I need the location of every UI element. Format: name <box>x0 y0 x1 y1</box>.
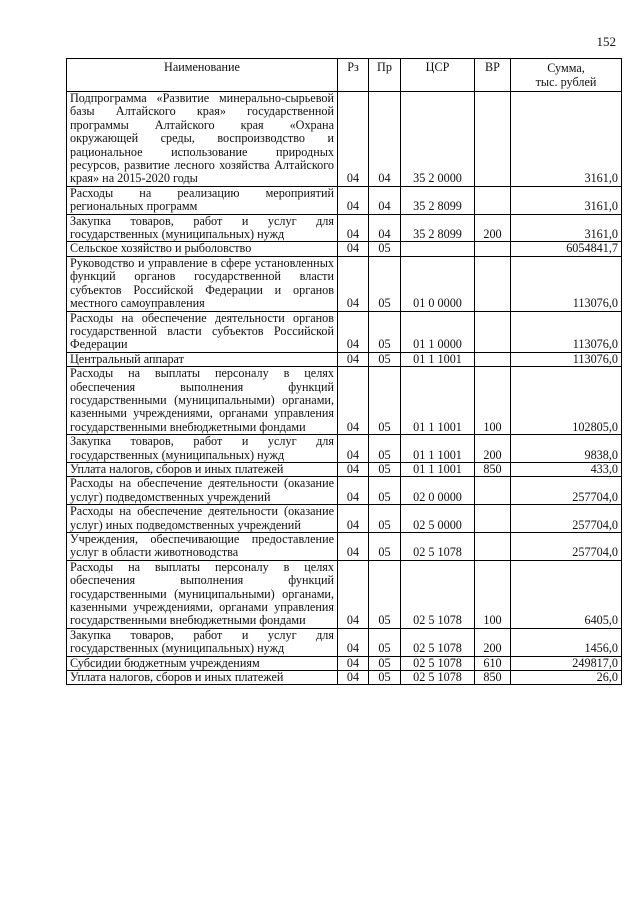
cell-name: Уплата налогов, сборов и иных платежей <box>67 462 338 476</box>
cell-csr: 02 0 0000 <box>401 477 475 505</box>
cell-csr: 35 2 0000 <box>401 92 475 187</box>
cell-vr <box>475 477 511 505</box>
cell-vr: 610 <box>475 656 511 670</box>
cell-rz: 04 <box>338 214 369 242</box>
cell-sum: 9838,0 <box>511 435 622 463</box>
cell-pr: 05 <box>369 256 401 311</box>
cell-vr: 850 <box>475 671 511 685</box>
table-row <box>67 628 622 656</box>
cell-name: Расходы на выплаты персоналу в целях обеспечения выполнения функций государственными (муниципальными) органами, казенными учреждениями, органами управления государственными внебюджетными фондами <box>67 367 338 435</box>
cell-pr: 05 <box>369 656 401 670</box>
cell-rz: 04 <box>338 477 369 505</box>
table-row <box>67 505 622 533</box>
table-row <box>67 435 622 463</box>
cell-sum: 257704,0 <box>511 505 622 533</box>
cell-rz: 04 <box>338 186 369 214</box>
cell-sum: 113076,0 <box>511 352 622 366</box>
cell-name: Расходы на обеспечение деятельности (оказание услуг) иных подведомственных учреждений <box>67 505 338 533</box>
cell-name: Учреждения, обеспечивающие предоставление услуг в области животноводства <box>67 533 338 561</box>
cell-sum: 3161,0 <box>511 92 622 187</box>
cell-rz: 04 <box>338 352 369 366</box>
cell-rz: 04 <box>338 311 369 352</box>
cell-csr: 35 2 8099 <box>401 214 475 242</box>
cell-pr: 05 <box>369 242 401 256</box>
cell-pr: 05 <box>369 311 401 352</box>
table-row <box>67 477 622 505</box>
cell-name: Закупка товаров, работ и услуг для государственных (муниципальных) нужд <box>67 628 338 656</box>
cell-sum: 3161,0 <box>511 214 622 242</box>
cell-name: Центральный аппарат <box>67 352 338 366</box>
table-row <box>67 311 622 352</box>
cell-name: Расходы на выплаты персоналу в целях обеспечения выполнения функций государственными (муниципальными) органами, казенными учреждениями, органами управления государственными внебюджетными фондами <box>67 560 338 628</box>
cell-pr: 05 <box>369 435 401 463</box>
cell-csr: 02 5 0000 <box>401 505 475 533</box>
cell-vr: 850 <box>475 462 511 476</box>
cell-pr: 05 <box>369 560 401 628</box>
table-row <box>67 533 622 561</box>
cell-vr <box>475 505 511 533</box>
cell-sum: 102805,0 <box>511 367 622 435</box>
table-row <box>67 462 622 476</box>
cell-rz: 04 <box>338 656 369 670</box>
table-row <box>67 92 622 187</box>
cell-sum: 3161,0 <box>511 186 622 214</box>
cell-name: Субсидии бюджетным учреждениям <box>67 656 338 670</box>
cell-csr: 01 0 0000 <box>401 256 475 311</box>
cell-pr: 04 <box>369 214 401 242</box>
cell-pr: 04 <box>369 92 401 187</box>
cell-rz: 04 <box>338 533 369 561</box>
cell-pr: 05 <box>369 671 401 685</box>
cell-pr: 05 <box>369 533 401 561</box>
table-row <box>67 256 622 311</box>
cell-vr: 100 <box>475 367 511 435</box>
cell-csr: 01 1 1001 <box>401 367 475 435</box>
cell-vr: 200 <box>475 628 511 656</box>
cell-pr: 04 <box>369 186 401 214</box>
cell-csr: 02 5 1078 <box>401 656 475 670</box>
cell-vr <box>475 352 511 366</box>
cell-vr <box>475 242 511 256</box>
cell-sum: 6054841,7 <box>511 242 622 256</box>
table-row <box>67 352 622 366</box>
cell-pr: 05 <box>369 477 401 505</box>
cell-csr <box>401 242 475 256</box>
cell-vr <box>475 256 511 311</box>
cell-name: Уплата налогов, сборов и иных платежей <box>67 671 338 685</box>
header-name: Наименование <box>67 59 338 92</box>
cell-sum: 113076,0 <box>511 311 622 352</box>
cell-rz: 04 <box>338 462 369 476</box>
cell-vr <box>475 92 511 187</box>
cell-rz: 04 <box>338 435 369 463</box>
cell-vr: 200 <box>475 214 511 242</box>
cell-vr <box>475 311 511 352</box>
cell-pr: 05 <box>369 367 401 435</box>
table-row <box>67 671 622 685</box>
cell-csr: 02 5 1078 <box>401 628 475 656</box>
cell-pr: 05 <box>369 505 401 533</box>
cell-sum: 6405,0 <box>511 560 622 628</box>
cell-sum: 113076,0 <box>511 256 622 311</box>
cell-csr: 35 2 8099 <box>401 186 475 214</box>
cell-name: Закупка товаров, работ и услуг для государственных (муниципальных) нужд <box>67 435 338 463</box>
cell-name: Сельское хозяйство и рыболовство <box>67 242 338 256</box>
cell-rz: 04 <box>338 560 369 628</box>
cell-vr: 200 <box>475 435 511 463</box>
cell-name: Закупка товаров, работ и услуг для государственных (муниципальных) нужд <box>67 214 338 242</box>
cell-csr: 01 1 1001 <box>401 352 475 366</box>
cell-sum: 433,0 <box>511 462 622 476</box>
cell-sum: 1456,0 <box>511 628 622 656</box>
table-row <box>67 367 622 435</box>
cell-rz: 04 <box>338 242 369 256</box>
cell-name: Расходы на реализацию мероприятий региональных программ <box>67 186 338 214</box>
cell-vr: 100 <box>475 560 511 628</box>
cell-pr: 05 <box>369 628 401 656</box>
header-pr: Пр <box>369 59 401 92</box>
cell-rz: 04 <box>338 505 369 533</box>
cell-csr: 02 5 1078 <box>401 671 475 685</box>
cell-sum: 249817,0 <box>511 656 622 670</box>
cell-rz: 04 <box>338 628 369 656</box>
cell-csr: 01 1 0000 <box>401 311 475 352</box>
cell-rz: 04 <box>338 367 369 435</box>
cell-vr <box>475 186 511 214</box>
cell-name: Расходы на обеспечение деятельности органов государственной власти субъектов Российской Федерации <box>67 311 338 352</box>
cell-pr: 05 <box>369 462 401 476</box>
page-number: 152 <box>596 34 616 49</box>
header-sum: Сумма, тыс. рублей <box>511 59 622 92</box>
budget-table <box>66 58 622 685</box>
cell-rz: 04 <box>338 92 369 187</box>
cell-vr <box>475 533 511 561</box>
header-vr: ВР <box>475 59 511 92</box>
header-rz: Рз <box>338 59 369 92</box>
cell-rz: 04 <box>338 256 369 311</box>
cell-sum: 257704,0 <box>511 477 622 505</box>
header-csr: ЦСР <box>401 59 475 92</box>
cell-sum: 257704,0 <box>511 533 622 561</box>
table-row <box>67 214 622 242</box>
cell-rz: 04 <box>338 671 369 685</box>
cell-name: Подпрограмма «Развитие минерально-сырьевой базы Алтайского края» государственной программы Алтайского края «Охрана окружающей среды, воспроизводство и рациональное использование природных ресурсов, развитие лесного хозяйства Алтайского края» на 2015-2020 годы <box>67 92 338 187</box>
cell-sum: 26,0 <box>511 671 622 685</box>
cell-csr: 01 1 1001 <box>401 435 475 463</box>
table-header-row <box>67 59 622 92</box>
cell-csr: 02 5 1078 <box>401 533 475 561</box>
cell-csr: 02 5 1078 <box>401 560 475 628</box>
cell-pr: 05 <box>369 352 401 366</box>
table-row <box>67 242 622 256</box>
cell-csr: 01 1 1001 <box>401 462 475 476</box>
table-row <box>67 560 622 628</box>
table-row <box>67 186 622 214</box>
cell-name: Руководство и управление в сфере установленных функций органов государственной власти субъектов Российской Федерации и органов местного самоуправления <box>67 256 338 311</box>
cell-name: Расходы на обеспечение деятельности (оказание услуг) подведомственных учреждений <box>67 477 338 505</box>
table-row <box>67 656 622 670</box>
